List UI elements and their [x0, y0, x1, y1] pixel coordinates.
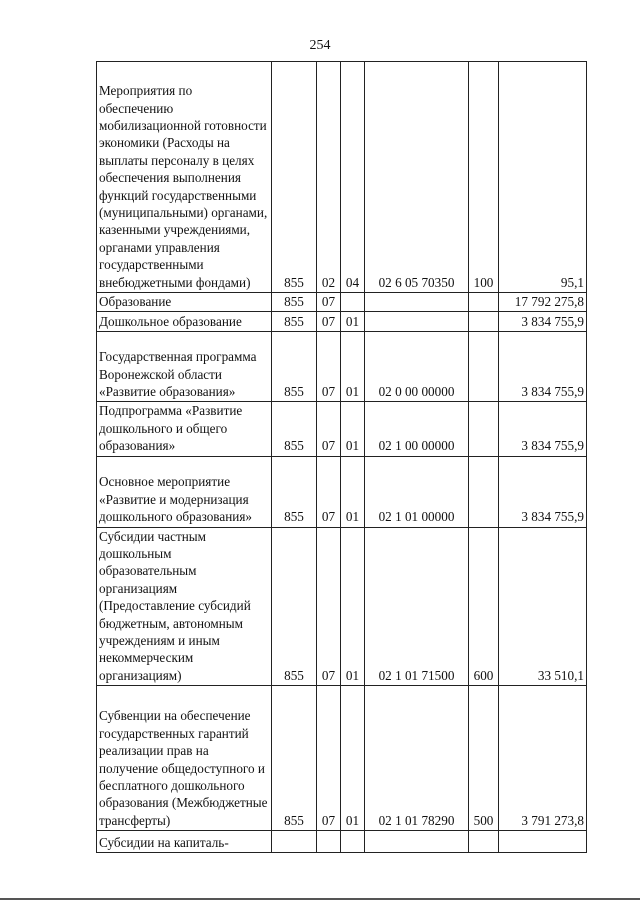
row-section: 07	[317, 293, 341, 312]
row-subsection: 01	[341, 402, 365, 456]
row-code	[272, 831, 317, 853]
row-target-code: 02 0 00 00000	[365, 332, 469, 402]
row-expense-type	[469, 402, 499, 456]
row-section: 07	[317, 332, 341, 402]
row-amount: 3 834 755,9	[499, 312, 587, 332]
row-target-code: 02 1 01 78290	[365, 686, 469, 831]
row-subsection	[341, 831, 365, 853]
row-name: Образование	[97, 293, 272, 312]
row-target-code	[365, 831, 469, 853]
row-expense-type: 600	[469, 527, 499, 686]
table-row	[97, 527, 587, 686]
row-section: 07	[317, 527, 341, 686]
row-code: 855	[272, 456, 317, 527]
row-subsection	[341, 293, 365, 312]
row-expense-type	[469, 293, 499, 312]
row-name: Дошкольное образование	[97, 312, 272, 332]
row-name: Основное мероприятие «Развитие и модернизация дошкольного образования»	[97, 456, 272, 527]
row-code: 855	[272, 293, 317, 312]
row-name: Субвенции на обеспечение государственных гарантий реализации прав на получение общедоступного и бесплатного дошкольного образования (Межбюджетные трансферты)	[97, 686, 272, 831]
row-amount: 3 834 755,9	[499, 402, 587, 456]
row-code: 855	[272, 527, 317, 686]
row-amount	[499, 831, 587, 853]
row-subsection: 01	[341, 456, 365, 527]
row-subsection: 01	[341, 527, 365, 686]
row-name: Мероприятия по обеспечению мобилизационной готовности экономики (Расходы на выплаты персоналу в целях обеспечения выполнения функций государственными (муниципальными) органами, казенными учреждениями, органами управления государственными внебюджетными фондами)	[97, 62, 272, 293]
row-expense-type	[469, 332, 499, 402]
row-amount: 33 510,1	[499, 527, 587, 686]
row-name: Субсидии частным дошкольным образовательным организациям (Предоставление субсидий бюджетным, автономным учреждениям и иным некоммерческим организациям)	[97, 527, 272, 686]
row-subsection: 04	[341, 62, 365, 293]
row-section: 07	[317, 402, 341, 456]
row-code: 855	[272, 312, 317, 332]
row-subsection: 01	[341, 312, 365, 332]
row-name: Подпрограмма «Развитие дошкольного и общего образования»	[97, 402, 272, 456]
row-amount: 3 834 755,9	[499, 456, 587, 527]
row-target-code	[365, 312, 469, 332]
table-row-partial	[97, 831, 587, 853]
row-expense-type	[469, 456, 499, 527]
page-bottom-rule	[0, 898, 640, 900]
table-row	[97, 293, 587, 312]
table-row	[97, 686, 587, 831]
row-expense-type	[469, 831, 499, 853]
row-code: 855	[272, 332, 317, 402]
row-amount: 17 792 275,8	[499, 293, 587, 312]
table-row	[97, 402, 587, 456]
row-section: 07	[317, 456, 341, 527]
row-subsection: 01	[341, 332, 365, 402]
table-row	[97, 332, 587, 402]
table-row	[97, 456, 587, 527]
row-target-code: 02 1 01 00000	[365, 456, 469, 527]
row-amount: 3 834 755,9	[499, 332, 587, 402]
row-target-code: 02 1 01 71500	[365, 527, 469, 686]
row-code: 855	[272, 686, 317, 831]
table-row	[97, 312, 587, 332]
row-code: 855	[272, 402, 317, 456]
budget-table	[96, 61, 587, 853]
page-number: 254	[309, 38, 331, 53]
row-target-code: 02 1 00 00000	[365, 402, 469, 456]
row-amount: 95,1	[499, 62, 587, 293]
row-expense-type	[469, 312, 499, 332]
row-subsection: 01	[341, 686, 365, 831]
table-row	[97, 62, 587, 293]
row-section	[317, 831, 341, 853]
row-code: 855	[272, 62, 317, 293]
row-name: Государственная программа Воронежской области «Развитие образования»	[97, 332, 272, 402]
row-section: 07	[317, 312, 341, 332]
row-target-code: 02 6 05 70350	[365, 62, 469, 293]
row-amount: 3 791 273,8	[499, 686, 587, 831]
row-target-code	[365, 293, 469, 312]
row-expense-type: 500	[469, 686, 499, 831]
row-expense-type: 100	[469, 62, 499, 293]
row-name: Субсидии на капиталь-	[97, 831, 272, 853]
row-section: 02	[317, 62, 341, 293]
row-section: 07	[317, 686, 341, 831]
